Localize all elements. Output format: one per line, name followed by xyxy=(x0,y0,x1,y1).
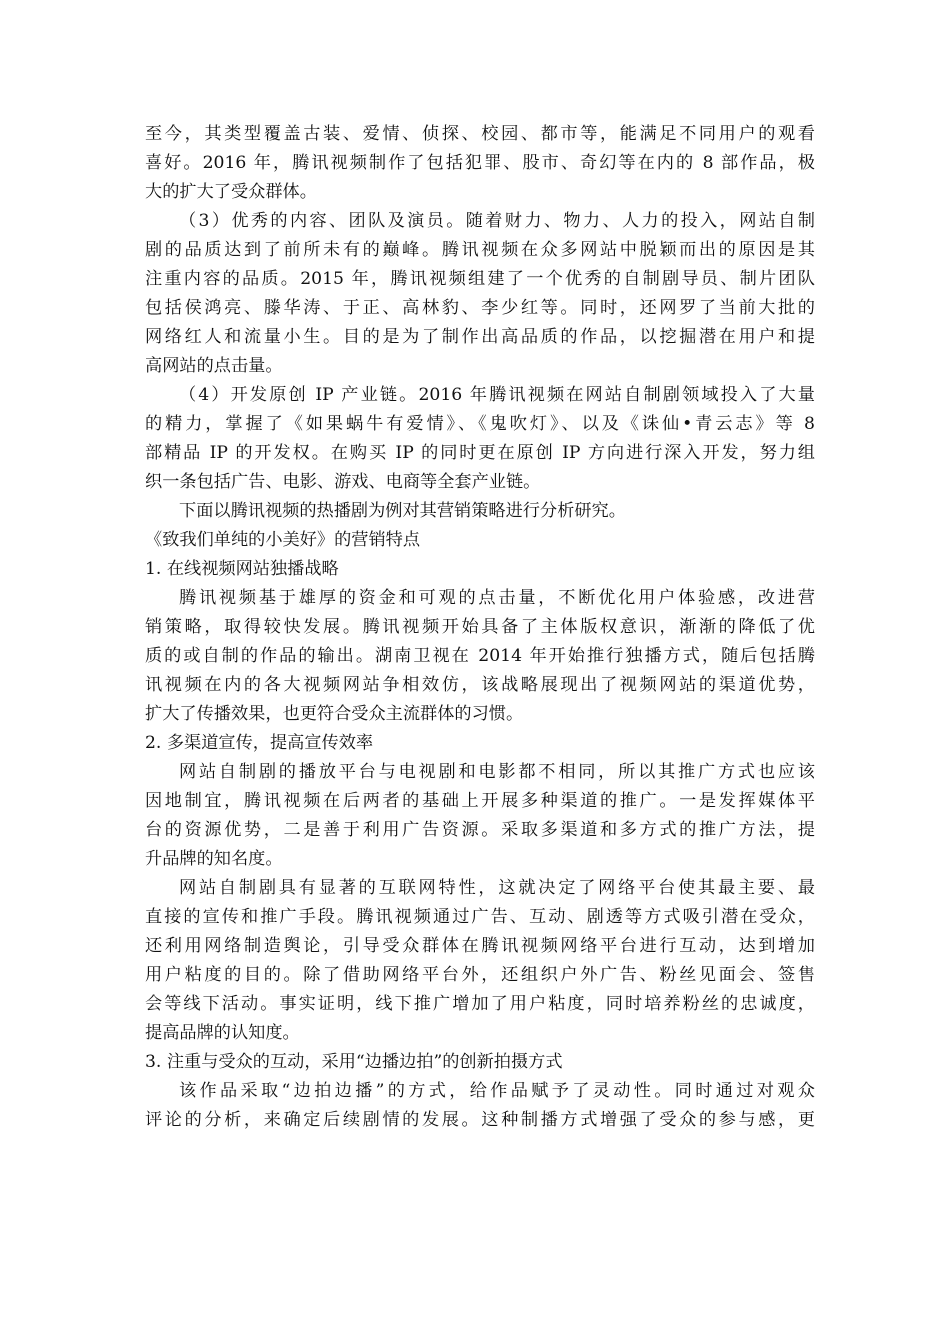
paragraph-internet-promotion xyxy=(145,874,815,1048)
text-line: 包括侯鸿亮、滕华涛、于正、高林豹、李少红等。同时，还网罗了当前大批的 xyxy=(145,298,815,318)
text-line: （3）优秀的内容、团队及演员。随着财力、物力、人力的投入，网站自制 xyxy=(179,211,815,231)
heading-text: 1. 在线视频网站独播战略 xyxy=(145,559,339,579)
paragraph-intro-analysis xyxy=(145,497,815,526)
section-title xyxy=(145,526,815,555)
document-body xyxy=(145,120,815,1135)
text-line: 销策略，取得较快发展。腾讯视频开始具备了主体版权意识，渐渐的降低了优 xyxy=(145,617,815,637)
paragraph-genre-coverage xyxy=(145,120,815,207)
text-line: 网站自制剧具有显著的互联网特性，这就决定了网络平台使其最主要、最 xyxy=(179,878,815,898)
text-line: 该作品采取“边拍边播”的方式，给作品赋予了灵动性。同时通过对观众 xyxy=(179,1081,815,1101)
heading-text: 2. 多渠道宣传，提高宣传效率 xyxy=(145,733,374,753)
paragraph-ip-chain xyxy=(145,381,815,497)
text-line: 喜好。2016 年，腾讯视频制作了包括犯罪、股市、奇幻等在内的 8 部作品，极 xyxy=(145,153,815,173)
text-line: 部精品 IP 的开发权。在购买 IP 的同时更在原创 IP 方向进行深入开发，努力组 xyxy=(145,443,815,463)
text-line: 大的扩大了受众群体。 xyxy=(145,182,317,202)
text-line: 至今，其类型覆盖古装、爱情、侦探、校园、都市等，能满足不同用户的观看 xyxy=(145,124,815,144)
subheading-2 xyxy=(145,729,815,758)
text-line: 下面以腾讯视频的热播剧为例对其营销策略进行分析研究。 xyxy=(179,501,626,521)
paragraph-multichannel xyxy=(145,758,815,874)
text-line: 剧的品质达到了前所未有的巅峰。腾讯视频在众多网站中脱颖而出的原因是其 xyxy=(145,240,815,260)
text-line: 网络红人和流量小生。目的是为了制作出高品质的作品，以挖掘潜在用户和提 xyxy=(145,327,815,347)
text-line: 扩大了传播效果，也更符合受众主流群体的习惯。 xyxy=(145,704,524,724)
text-line: 织一条包括广告、电影、游戏、电商等全套产业链。 xyxy=(145,472,541,492)
text-line: 用户粘度的目的。除了借助网络平台外，还组织户外广告、粉丝见面会、签售 xyxy=(145,965,815,985)
text-line: 评论的分析，来确定后续剧情的发展。这种制播方式增强了受众的参与感，更 xyxy=(145,1110,815,1130)
text-line: 因地制宜，腾讯视频在后两者的基础上开展多种渠道的推广。一是发挥媒体平 xyxy=(145,791,815,811)
text-line: 质的或自制的作品的输出。湖南卫视在 2014 年开始推行独播方式，随后包括腾 xyxy=(145,646,815,666)
text-line: 提高品牌的认知度。 xyxy=(145,1023,300,1043)
text-line: 网站自制剧的播放平台与电视剧和电影都不相同，所以其推广方式也应该 xyxy=(179,762,815,782)
text-line: 腾讯视频基于雄厚的资金和可观的点击量，不断优化用户体验感，改进营 xyxy=(179,588,815,608)
text-line: 会等线下活动。事实证明，线下推广增加了用户粘度，同时培养粉丝的忠诚度， xyxy=(145,994,815,1014)
text-line: 讯视频在内的各大视频网站争相效仿，该战略展现出了视频网站的渠道优势， xyxy=(145,675,815,695)
text-line: （4）开发原创 IP 产业链。2016 年腾讯视频在网站自制剧领域投入了大量 xyxy=(179,385,815,405)
subheading-1 xyxy=(145,555,815,584)
text-line: 高网站的点击量。 xyxy=(145,356,283,376)
text-line: 台的资源优势，二是善于利用广告资源。采取多渠道和多方式的推广方法，提 xyxy=(145,820,815,840)
heading-text: 《致我们单纯的小美好》的营销特点 xyxy=(145,530,421,550)
paragraph-audience-interaction xyxy=(145,1077,815,1135)
subheading-3 xyxy=(145,1048,815,1077)
text-line: 注重内容的品质。2015 年，腾讯视频组建了一个优秀的自制剧导员、制片团队 xyxy=(145,269,815,289)
heading-text: 3. 注重与受众的互动，采用“边播边拍”的创新拍摄方式 xyxy=(145,1052,563,1072)
paragraph-content-team xyxy=(145,207,815,381)
text-line: 的精力，掌握了《如果蜗牛有爱情》、《鬼吹灯》、以及《诛仙•青云志》等 8 xyxy=(145,414,815,434)
text-line: 直接的宣传和推广手段。腾讯视频通过广告、互动、剧透等方式吸引潜在受众， xyxy=(145,907,815,927)
paragraph-exclusive-strategy xyxy=(145,584,815,729)
text-line: 还利用网络制造舆论，引导受众群体在腾讯视频网络平台进行互动，达到增加 xyxy=(145,936,815,956)
text-line: 升品牌的知名度。 xyxy=(145,849,283,869)
